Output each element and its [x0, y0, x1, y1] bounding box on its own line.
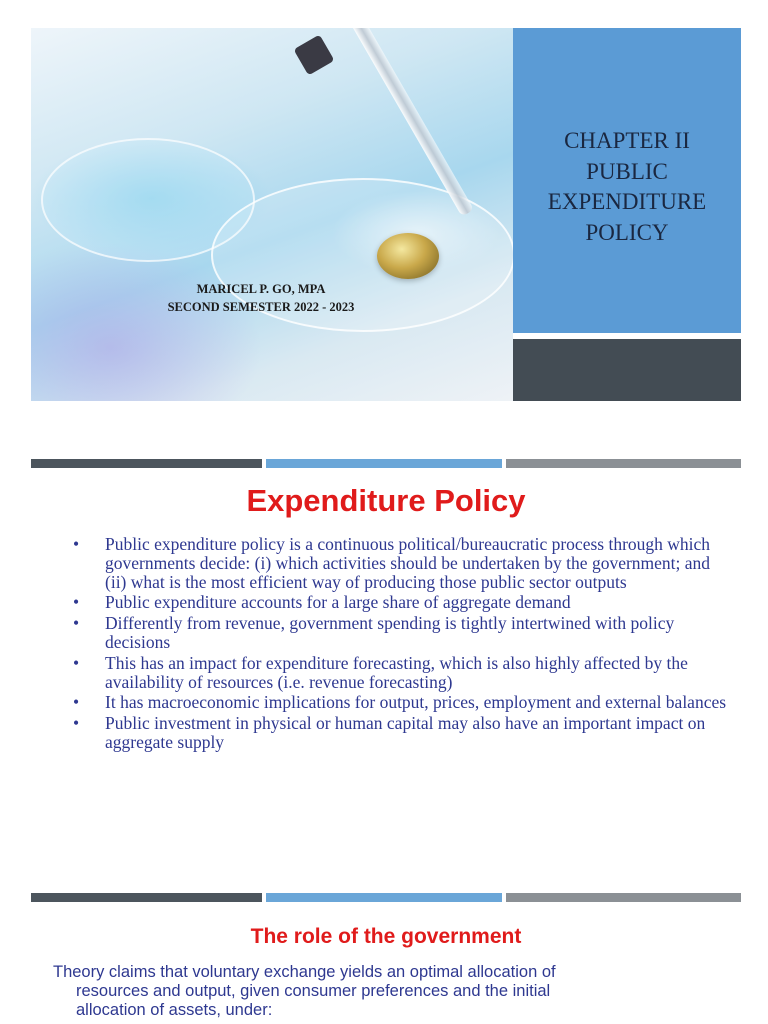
bar-segment-dark — [31, 459, 262, 468]
bullet-item — [73, 714, 728, 752]
slide-role-of-government — [31, 893, 741, 1024]
body-line: allocation of assets, under: — [76, 1001, 273, 1019]
bullet-list — [73, 535, 728, 754]
slide-top-bar — [31, 459, 741, 468]
bullet-text: Public expenditure policy is a continuous political/bureaucratic process through which governments decide: (i) which activities should be undertaken by the government; and (ii) what is the most efficient way of producing those public sector outputs — [105, 534, 711, 592]
slide-body — [53, 963, 733, 1020]
bullet-dot: • — [73, 534, 80, 554]
lab-pipette-photo — [31, 28, 513, 401]
body-line: Theory claims that voluntary exchange yields an optimal allocation of — [53, 963, 556, 981]
bullet-dot: • — [73, 713, 80, 734]
author-name: MARICEL P. GO, MPA — [196, 282, 326, 296]
liquid-drop — [377, 233, 439, 279]
chapter-title-line: EXPENDITURE — [547, 189, 707, 214]
slide-expenditure-policy — [31, 459, 741, 859]
chapter-title-box — [513, 28, 741, 333]
bar-segment-blue — [266, 893, 502, 902]
bullet-dot: • — [73, 692, 80, 713]
slide-top-bar — [31, 893, 741, 902]
bullet-text: It has macroeconomic implications for output, prices, employment and external balances — [105, 692, 727, 713]
slide-title — [31, 28, 741, 401]
chapter-title — [513, 126, 741, 248]
bar-segment-gray — [506, 459, 741, 468]
chapter-title-line: CHAPTER II — [564, 128, 690, 153]
bar-segment-blue — [266, 459, 502, 468]
bullet-text: This has an impact for expenditure forecasting, which is also highly affected by the availability of resources (i.e. revenue forecasting) — [105, 652, 688, 692]
bullet-item — [73, 654, 728, 692]
body-line: resources and output, given consumer preferences and the initial — [76, 982, 551, 1000]
slide-heading: The role of the government — [250, 925, 522, 948]
chapter-title-line: POLICY — [585, 219, 669, 245]
accent-box — [513, 339, 741, 401]
semester-label: SECOND SEMESTER 2022 - 2023 — [167, 300, 355, 314]
bullet-dot: • — [73, 652, 80, 673]
chapter-title-line: PUBLIC — [586, 158, 668, 184]
bullet-item — [73, 593, 728, 612]
slide-heading: Expenditure Policy — [246, 483, 526, 518]
bullet-dot: • — [73, 613, 80, 634]
bar-segment-dark — [31, 893, 262, 902]
bullet-item — [73, 693, 728, 712]
author-block — [141, 280, 381, 316]
bullet-text: Differently from revenue, government spending is tightly intertwined with policy decisions — [105, 613, 675, 652]
bar-segment-gray — [506, 893, 741, 902]
bullet-dot: • — [73, 592, 80, 613]
bullet-item — [73, 535, 728, 591]
bullet-text: Public expenditure accounts for a large share of aggregate demand — [105, 592, 571, 613]
bullet-item — [73, 614, 728, 652]
bullet-text: Public investment in physical or human capital may also have an important impact on aggregate supply — [105, 713, 706, 752]
pipette-bulb — [294, 35, 335, 76]
